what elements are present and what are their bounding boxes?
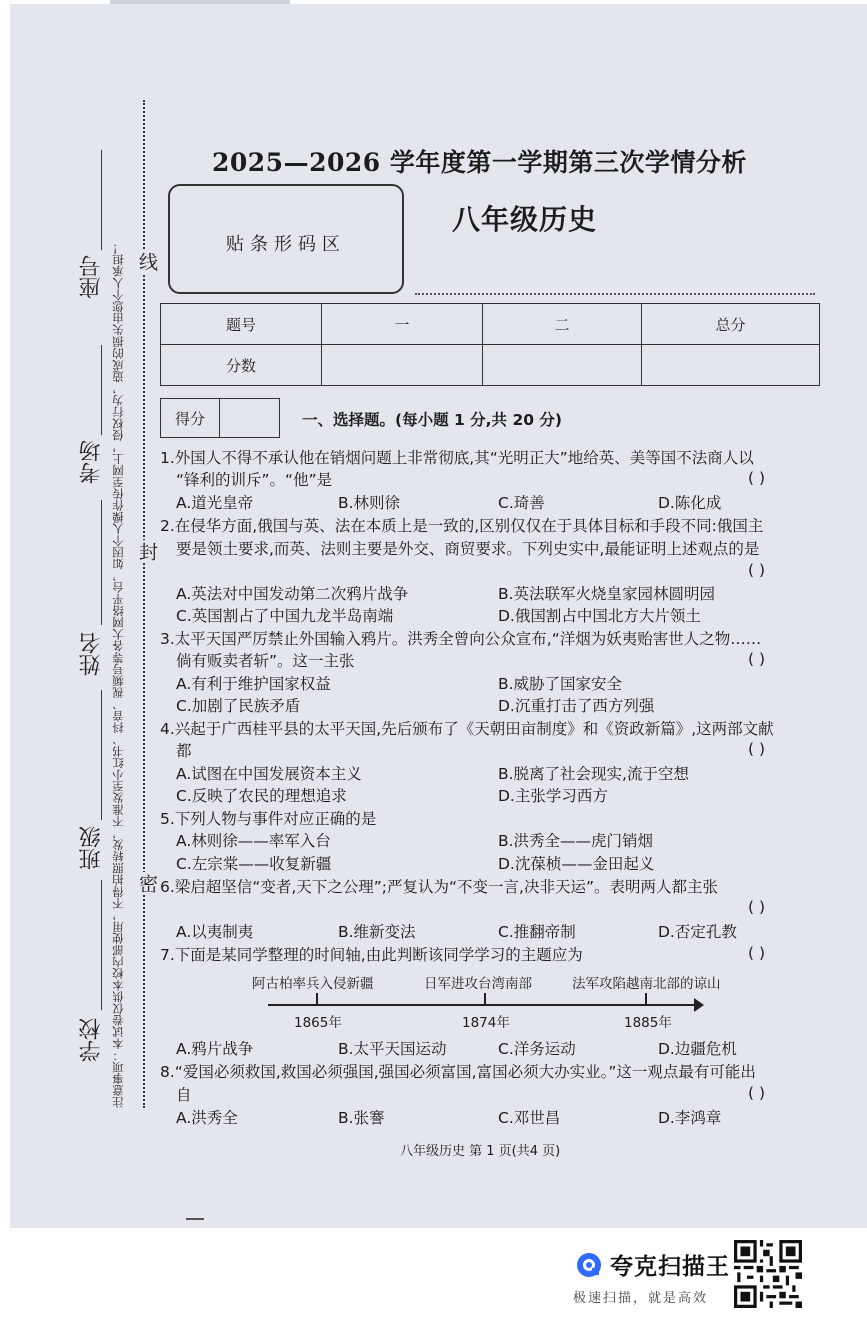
binding-notice: 注意事项：本试卷仅供本校内部使用，不得拍照转发，不准发至小红书、抖音、视频号等各大网络平台，如因个人操作传至网上，侵权行为，造成的损失由您个人承担！ [111,242,125,1108]
question-1-option-a: A.道光皇帝 [176,494,254,512]
score-cell-part1: 一 [322,304,483,345]
question-7-answer-paren[interactable]: ( ) [748,944,766,962]
timeline-year-3: 1885年 [624,1015,672,1031]
question-3-option-b: B.威胁了国家安全 [498,675,623,693]
question-8-stem-line-1: 8.“爱国必须救国,救国必须强国,强国必须富国,富国必须大办实业。”这一观点最有可能出 [160,1063,756,1081]
question-1-stem-line-2: “锋利的训斥”。“他”是 [176,471,333,489]
seal-feng: 封 [134,540,161,563]
question-1-option-c: C.琦善 [498,494,545,512]
question-4-stem-line-1: 4.兴起于广西桂平县的太平天国,先后颁布了《天朝田亩制度》和《资政新篇》,这两部文献 [160,720,774,738]
score-table-header-row [161,304,820,345]
score-cell-label: 题号 [161,304,322,345]
section-score-box [160,398,280,438]
question-2-option-b: B.英法联军火烧皇家园林圆明园 [498,585,716,603]
timeline-tick-2 [484,993,486,1005]
score-input-total[interactable] [642,345,820,386]
question-4-answer-paren[interactable]: ( ) [748,740,766,758]
question-7-option-a: A.鸦片战争 [176,1040,254,1058]
question-8-option-a: A.洪秀全 [176,1109,238,1127]
timeline-event-2: 日军进攻台湾南部 [424,976,532,992]
question-8-answer-paren[interactable]: ( ) [748,1084,766,1102]
field-room-label: 考场 [79,440,104,484]
question-2-stem-line-1: 2.在侵华方面,俄国与英、法在本质上是一致的,区别仅仅在于具体目标和手段不同:俄国主 [160,517,764,535]
question-3-option-d: D.沉重打击了西方列强 [498,697,655,715]
field-school-label: 学校 [79,1018,104,1062]
question-3-option-a: A.有利于维护国家权益 [176,675,331,693]
timeline-event-3: 法军攻陷越南北部的谅山 [572,976,721,992]
question-2-stem-line-2: 要是领土要求,而英、法则主要是外交、商贸要求。下列史实中,最能证明上述观点的是 [176,540,760,558]
question-4-option-c: C.反映了农民的理想追求 [176,787,347,805]
field-name-label: 姓名 [79,632,104,676]
question-1-option-b: B.林则徐 [338,494,401,512]
question-2-option-d: D.俄国割占中国北方大片领土 [498,607,701,625]
field-room-line[interactable] [101,345,102,435]
question-3-stem-line-1: 3.太平天国严厉禁止外国输入鸦片。洪秀全曾向公众宣布,“洋烟为妖夷贻害世人之物…… [160,630,762,648]
quark-logo-icon [576,1252,602,1278]
subject-dotted-rule [415,293,815,295]
question-6-stem: 6.梁启超坚信“变者,天下之公理”;严复认为“不变一言,决非天运”。表明两人都主张 [160,878,718,896]
question-3-option-c: C.加剧了民族矛盾 [176,697,301,715]
question-5-option-b: B.洪秀全——虎门销烟 [498,832,654,850]
section-score-label: 得分 [161,399,220,437]
question-6-option-b: B.维新变法 [338,923,416,941]
seal-xian: 线 [134,250,161,273]
question-4-option-a: A.试图在中国发展资本主义 [176,765,362,783]
barcode-area [168,184,404,294]
question-5-option-d: D.沈葆桢——金田起义 [498,855,655,873]
score-cell-score-label: 分数 [161,345,322,386]
timeline-tick-3 [645,993,647,1005]
section-score-input[interactable] [220,399,279,437]
question-2-answer-paren[interactable]: ( ) [748,561,766,579]
timeline-tick-1 [316,993,318,1005]
timeline-year-2: 1874年 [462,1015,510,1031]
score-table-score-row [161,345,820,386]
question-4-stem-line-2: 都 [176,742,192,760]
subject-title: 八年级历史 [452,203,598,236]
question-8-stem-line-2: 自 [176,1086,192,1104]
field-school-line[interactable] [101,880,102,1010]
question-1-stem-line-1: 1.外国人不得不承认他在销烟问题上非常彻底,其“光明正大”地给英、美等国不法商人以 [160,449,754,467]
question-1-answer-paren[interactable]: ( ) [748,469,766,487]
question-6-option-a: A.以夷制夷 [176,923,254,941]
barcode-area-label: 贴条形码区 [226,234,346,255]
question-7-option-b: B.太平天国运动 [338,1040,447,1058]
score-table [160,303,820,386]
timeline-event-1: 阿古柏率兵入侵新疆 [252,976,374,992]
score-cell-total: 总分 [642,304,820,345]
timeline-axis [268,1004,698,1006]
scan-edge-mark-bottom [186,1218,204,1220]
question-6-option-c: C.推翻帝制 [498,923,576,941]
question-7-stem: 7.下面是某同学整理的时间轴,由此判断该同学学习的主题应为 [160,946,583,964]
question-5-option-a: A.林则徐——率军入台 [176,832,331,850]
question-8-option-d: D.李鸿章 [658,1109,722,1127]
score-cell-part2: 二 [483,304,642,345]
question-4-option-b: B.脱离了社会现实,流于空想 [498,765,689,783]
section-heading: 一、选择题。(每小题 1 分,共 20 分) [302,411,562,429]
score-input-part1[interactable] [322,345,483,386]
timeline-arrow-icon [694,998,704,1012]
field-class-label: 班级 [79,826,104,870]
score-input-part2[interactable] [483,345,642,386]
seal-mi: 密 [134,872,161,895]
field-seat-label: 座号 [79,255,104,299]
question-3-stem-line-2: 倘有贩卖者斩”。这一主张 [176,652,355,670]
field-class-line[interactable] [101,690,102,820]
qr-code-icon[interactable] [734,1240,802,1308]
question-8-option-c: C.邓世昌 [498,1109,561,1127]
exam-title: 2025—2026 学年度第一学期第三次学情分析 [212,148,747,177]
question-7-option-d: D.边疆危机 [658,1040,737,1058]
question-6-option-d: D.否定孔教 [658,923,737,941]
question-2-option-a: A.英法对中国发动第二次鸦片战争 [176,585,409,603]
question-8-option-b: B.张謇 [338,1109,385,1127]
question-4-option-d: D.主张学习西方 [498,787,608,805]
question-5-stem: 5.下列人物与事件对应正确的是 [160,810,377,828]
scan-edge-mark [110,0,290,4]
watermark-app-name: 夸克扫描王 [610,1254,730,1280]
field-seat-line[interactable] [101,150,102,250]
page-footer: 八年级历史 第 1 页(共4 页) [400,1144,561,1159]
question-7-option-c: C.洋务运动 [498,1040,576,1058]
question-1-option-d: D.陈化成 [658,494,722,512]
question-2-option-c: C.英国割占了中国九龙半岛南端 [176,607,394,625]
watermark-slogan: 极速扫描，就是高效 [573,1291,709,1306]
question-6-answer-paren[interactable]: ( ) [748,898,766,916]
timeline-year-1: 1865年 [294,1015,342,1031]
question-3-answer-paren[interactable]: ( ) [748,650,766,668]
field-name-line[interactable] [101,500,102,625]
question-5-option-c: C.左宗棠——收复新疆 [176,855,332,873]
